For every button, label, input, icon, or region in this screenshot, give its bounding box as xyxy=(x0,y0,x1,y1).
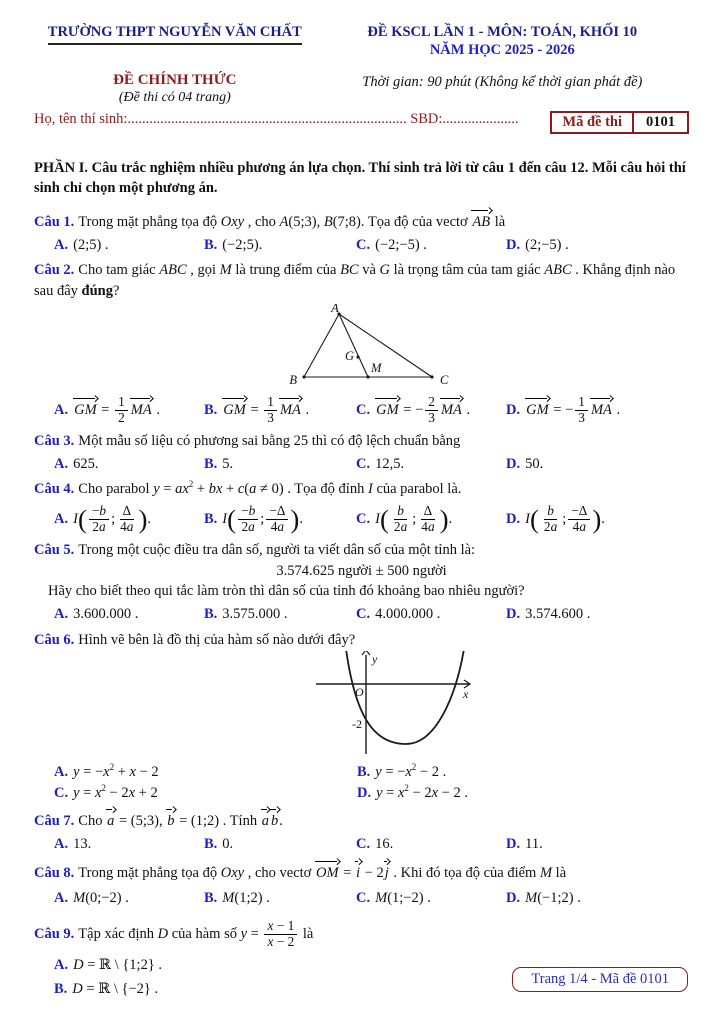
option-d: D. $y = x^2 - 2x - 2$ . xyxy=(357,783,468,802)
question-label: Câu 7. xyxy=(34,813,75,830)
question-4 xyxy=(34,479,689,535)
population-value-line: 3.574.625 người ± 500 người xyxy=(276,563,447,580)
option-b: B. (−2;5). xyxy=(204,236,263,253)
option-d: D. 50. xyxy=(506,455,544,472)
question-2 xyxy=(34,260,689,426)
footer-text: Trang 1/4 - Mã đề 0101 xyxy=(531,971,669,987)
options-grid xyxy=(34,504,689,535)
y-intercept-label: -2 xyxy=(351,716,362,731)
option-b: B. $y = -x^2 - 2$ . xyxy=(357,761,447,780)
question-label: Câu 2. xyxy=(34,261,75,278)
option-b: B. 5. xyxy=(204,455,234,472)
options-grid xyxy=(34,762,689,806)
option-a: A. 3.600.000 . xyxy=(54,606,139,623)
exam-header xyxy=(34,24,689,59)
question-body: Cho a = (5;3), b = (1;2) . Tính a b. xyxy=(78,813,283,829)
question-7 xyxy=(34,810,689,854)
exam-code-box xyxy=(550,111,689,134)
question-label: Câu 3. xyxy=(34,432,75,449)
question-body-2: Hãy cho biết theo qui tắc làm tròn thì dân số của tỉnh đó khoảng bao nhiêu người? xyxy=(48,583,525,600)
options-grid xyxy=(34,834,689,854)
question-body: Cho tam giác ABC , gọi M là trung điểm của BC và G là trọng tâm của tam giác ABC . Khẳng định nào sau đây đúng? xyxy=(34,261,676,299)
question-1 xyxy=(34,211,689,255)
options-grid xyxy=(34,888,689,908)
option-a: A. M(0;−2) . xyxy=(54,890,129,907)
school-name: TRƯỜNG THPT NGUYỄN VĂN CHẤT xyxy=(48,24,302,45)
option-a: A. (2;5) . xyxy=(54,236,109,253)
exam-title: ĐỀ KSCL LẦN 1 - MÔN: TOÁN, KHỐI 10 xyxy=(367,24,638,40)
option-c: C. M(1;−2) . xyxy=(356,890,431,907)
question-body: Trong một cuộc điều tra dân số, người ta viết dân số của một tỉnh là: xyxy=(78,542,476,559)
parabola-graph xyxy=(306,651,478,755)
options-grid xyxy=(34,235,689,255)
option-c: C. (−2;−5) . xyxy=(356,236,427,253)
options-grid xyxy=(34,454,689,474)
option-b: B. D = ℝ \ {−2} . xyxy=(54,980,159,997)
options-grid xyxy=(34,395,689,426)
option-b: B. M(1;2) . xyxy=(204,890,270,907)
candidate-row xyxy=(34,111,689,134)
y-axis-label: y xyxy=(371,651,377,666)
triangle-figure-wrap xyxy=(34,304,689,393)
option-d: D. (2;−5) . xyxy=(506,236,569,253)
question-label: Câu 1. xyxy=(34,213,75,230)
question-3 xyxy=(34,431,689,474)
parabola-graph-wrap xyxy=(94,651,689,760)
part1-heading: PHẦN I. Câu trắc nghiệm nhiều phương án lựa chọn. Thí sinh trả lời từ câu 1 đến câu 12. Mỗi câu hỏi thí sinh chỉ chọn một phương án. xyxy=(34,160,686,197)
options-grid xyxy=(34,604,689,624)
option-a: A. 13. xyxy=(54,836,92,853)
question-8 xyxy=(34,862,689,908)
option-c: C. 16. xyxy=(356,836,394,853)
x-axis-label: x xyxy=(462,686,468,701)
triangle-figure xyxy=(267,304,457,388)
option-b: B. GM = $\frac{1}{3}$ MA . xyxy=(204,393,310,425)
question-label: Câu 9. xyxy=(34,925,75,942)
option-a: A. 625. xyxy=(54,455,99,472)
question-body: Tập xác định D của hàm số y = $\frac{x - 1}{x - 2}$ là xyxy=(78,917,314,949)
question-body: Trong mặt phẳng tọa độ Oxy , cho A(5;3), B(7;8). Tọa độ của vectơ AB là xyxy=(78,214,505,230)
midpoint-m-label: M xyxy=(370,360,381,375)
centroid-g-label: G xyxy=(344,348,354,363)
origin-label: O xyxy=(354,684,364,699)
question-label: Câu 5. xyxy=(34,542,75,559)
vertex-b-label: B xyxy=(288,372,297,387)
option-c: C. 4.000.000 . xyxy=(356,606,441,623)
question-label: Câu 8. xyxy=(34,865,75,882)
option-b: B. 0. xyxy=(204,836,234,853)
question-body: Trong mặt phẳng tọa độ Oxy , cho vectơ OM = i − 2j . Khi đó tọa độ của điểm M là xyxy=(78,865,566,881)
option-a: A. $y = -x^2 + x - 2$ xyxy=(54,761,159,780)
exam-subheader xyxy=(34,72,689,106)
question-6 xyxy=(34,630,689,806)
parabola-curve xyxy=(346,651,464,744)
school-year: NĂM HỌC 2025 - 2026 xyxy=(429,42,575,58)
duration-note: Thời gian: 90 phút (Không kể thời gian phát đề) xyxy=(362,74,643,90)
candidate-info-line: Họ, tên thí sinh:............................................................................. SBD:..................... xyxy=(34,111,519,127)
option-a: A. D = ℝ \ {1;2} . xyxy=(54,956,163,973)
vertex-a-label: A xyxy=(330,303,339,315)
official-exam-stamp: ĐỀ CHÍNH THỨC xyxy=(113,72,237,88)
option-d: D. GM = − $\frac{1}{3}$ MA . xyxy=(506,393,621,425)
page-footer-box xyxy=(512,967,688,992)
vertex-c-label: C xyxy=(439,372,448,387)
option-c: C. 12,5. xyxy=(356,455,405,472)
option-d: D. I( $\frac{b}{2a}$ ; $\frac{-\Delta}{4a}$ ). xyxy=(506,503,605,535)
exam-code-label: Mã đề thi xyxy=(552,113,634,132)
question-label: Câu 6. xyxy=(34,631,75,648)
question-body: Hình vẽ bên là đồ thị của hàm số nào dưới đây? xyxy=(78,631,356,648)
option-d: D. 11. xyxy=(506,836,543,853)
option-c: C. I( $\frac{b}{2a}$ ; $\frac{\Delta}{4a}$ ). xyxy=(356,503,453,535)
question-label: Câu 4. xyxy=(34,481,75,498)
pages-note: (Đề thi có 04 trang) xyxy=(118,90,231,105)
option-b: B. I( $\frac{-b}{2a}$ ; $\frac{-\Delta}{4a}$ ). xyxy=(204,503,303,535)
option-c: C. $y = x^2 - 2x + 2$ xyxy=(54,783,158,802)
question-body: Cho parabol $y = ax^2$ + bx + c(a ≠ 0) . Tọa độ đỉnh I của parabol là. xyxy=(78,479,462,498)
option-a: A. I( $\frac{-b}{2a}$ ; $\frac{\Delta}{4a}$ ). xyxy=(54,503,152,535)
question-5 xyxy=(34,540,689,625)
option-d: D. M(−1;2) . xyxy=(506,890,581,907)
question-body: Một mẫu số liệu có phương sai bằng 25 thì có độ lệch chuẩn bằng xyxy=(78,432,461,449)
exam-code-value: 0101 xyxy=(646,114,675,130)
option-d: D. 3.574.600 . xyxy=(506,606,591,623)
option-a: A. GM = $\frac{1}{2}$ MA . xyxy=(54,393,160,425)
option-b: B. 3.575.000 . xyxy=(204,606,288,623)
option-c: C. GM = − $\frac{2}{3}$ MA . xyxy=(356,393,471,425)
